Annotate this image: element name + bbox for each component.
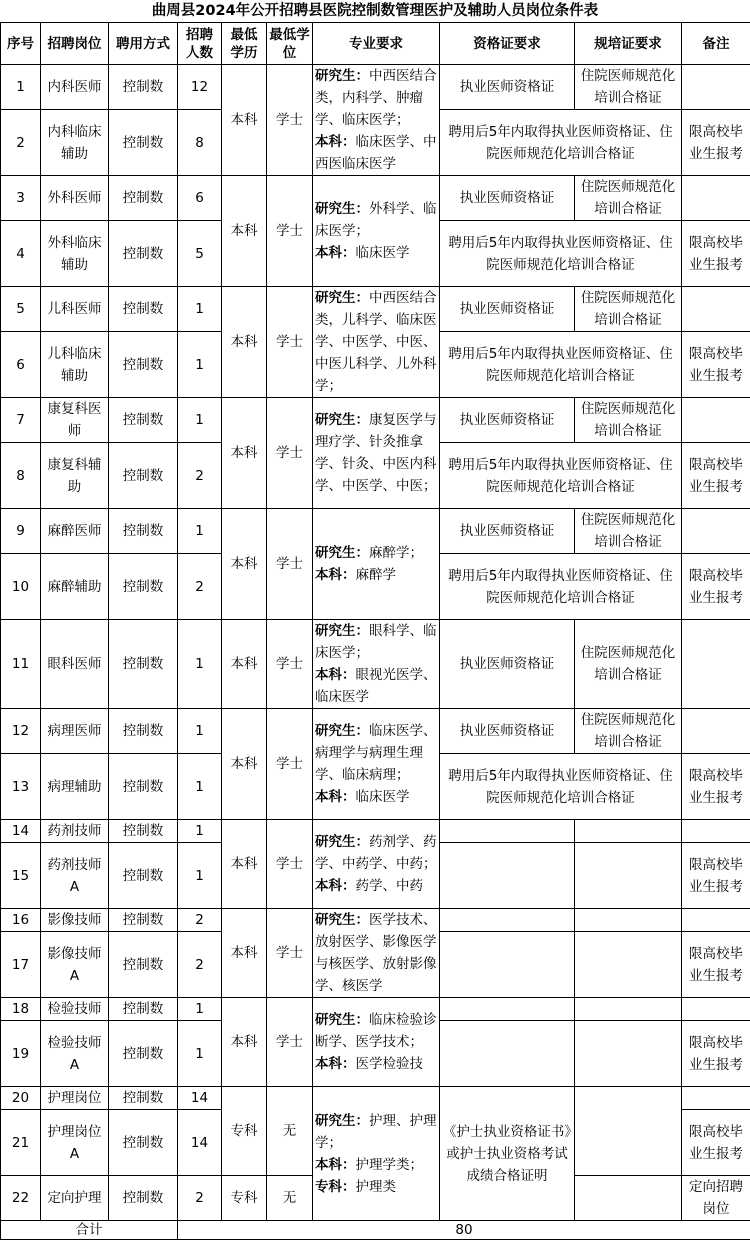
bach-label: 本科： [315,134,356,150]
cell-train [575,932,682,998]
cell-no: 7 [1,398,41,443]
cell-degree: 学士 [267,998,313,1087]
cell-cert: 执业医师资格证 [440,509,575,554]
cell-note: 限高校毕业生报考 [682,554,750,620]
cell-cert-train: 聘用后5年内取得执业医师资格证、住院医师规范化培训合格证 [440,754,682,820]
cell-post: 检验技师A [41,1021,109,1087]
cell-cert-train: 聘用后5年内取得执业医师资格证、住院医师规范化培训合格证 [440,221,682,287]
cell-degree: 学士 [267,176,313,287]
table-row [1,820,750,843]
cell-degree: 学士 [267,820,313,909]
cell-method: 控制数 [109,909,178,932]
cell-no: 20 [1,1087,41,1110]
cell-note [682,709,750,754]
cell-note [682,287,750,332]
cell-note: 限高校毕业生报考 [682,932,750,998]
header-degree: 最低学位 [267,23,313,65]
cell-degree: 学士 [267,398,313,509]
cell-count: 8 [178,110,222,176]
cell-major [313,65,440,176]
cell-note [682,65,750,110]
cell-train [575,998,682,1021]
cell-edu: 本科 [222,176,267,287]
cell-count: 1 [178,509,222,554]
cell-no: 15 [1,843,41,909]
cell-no: 3 [1,176,41,221]
cell-post: 外科临床辅助 [41,221,109,287]
major-bach: 药学、中药 [356,878,424,894]
cell-degree: 无 [267,1176,313,1221]
cell-note [682,909,750,932]
cell-method: 控制数 [109,998,178,1021]
cell-no: 18 [1,998,41,1021]
major-bach: 临床医学 [356,245,410,261]
cell-method: 控制数 [109,1087,178,1110]
cell-method: 控制数 [109,620,178,709]
bach-label: 本科： [315,1157,356,1173]
cell-no: 14 [1,820,41,843]
cell-post: 药剂技师 [41,820,109,843]
cell-major [313,620,440,709]
cell-note: 限高校毕业生报考 [682,443,750,509]
cell-edu: 本科 [222,398,267,509]
cell-train: 住院医师规范化培训合格证 [575,287,682,332]
cell-post: 眼科医师 [41,620,109,709]
cell-post: 儿科医师 [41,287,109,332]
cell-post: 药剂技师A [41,843,109,909]
cell-method: 控制数 [109,1110,178,1176]
header-edu: 最低学历 [222,23,267,65]
cell-count: 14 [178,1087,222,1110]
cell-degree: 学士 [267,65,313,176]
bach-label: 本科： [315,789,356,805]
cell-method: 控制数 [109,509,178,554]
cell-cert: 执业医师资格证 [440,287,575,332]
cell-note: 限高校毕业生报考 [682,1021,750,1087]
cell-cert: 执业医师资格证 [440,176,575,221]
major-bach: 护理学类； [356,1157,424,1173]
cell-method: 控制数 [109,221,178,287]
grad-label: 研究生： [315,201,369,217]
cell-count: 1 [178,1021,222,1087]
table-row [1,620,750,709]
cell-count: 1 [178,820,222,843]
cell-major [313,909,440,998]
cell-degree: 无 [267,1087,313,1176]
cell-no: 2 [1,110,41,176]
cell-edu: 本科 [222,65,267,176]
cell-count: 1 [178,998,222,1021]
cell-note [682,820,750,843]
header-post: 招聘岗位 [41,23,109,65]
header-note: 备注 [682,23,750,65]
cell-count: 6 [178,176,222,221]
cell-method: 控制数 [109,932,178,998]
cell-count: 12 [178,65,222,110]
cell-count: 2 [178,554,222,620]
major-grad: 临床医学、病理学与病理生理学、临床病理； [315,723,437,783]
cell-cert [440,932,575,998]
cell-post: 护理岗位A [41,1110,109,1176]
cell-edu: 本科 [222,998,267,1087]
cell-count: 2 [178,1176,222,1221]
cell-cert [440,843,575,909]
cell-edu: 本科 [222,287,267,398]
table-row [1,176,750,221]
cell-no: 4 [1,221,41,287]
cell-cert [440,909,575,932]
cell-method: 控制数 [109,554,178,620]
cell-post: 内科临床辅助 [41,110,109,176]
cell-train: 住院医师规范化培训合格证 [575,398,682,443]
cell-no: 12 [1,709,41,754]
cell-edu: 本科 [222,620,267,709]
total-value: 80 [178,1221,750,1240]
cell-post: 外科医师 [41,176,109,221]
cell-no: 8 [1,443,41,509]
cell-no: 22 [1,1176,41,1221]
cell-edu: 本科 [222,820,267,909]
cell-major [313,176,440,287]
major-college: 护理类 [356,1179,397,1195]
cell-cert: 《护士执业资格证书》或护士执业资格考试成绩合格证明 [440,1087,575,1221]
cell-no: 11 [1,620,41,709]
cell-note [682,998,750,1021]
major-grad: 药剂学、药学、中药学、中药； [315,834,437,872]
positions-table [0,22,750,1240]
cell-post: 儿科临床辅助 [41,332,109,398]
cell-cert: 执业医师资格证 [440,620,575,709]
cell-note: 限高校毕业生报考 [682,754,750,820]
header-row [1,23,750,65]
cell-degree: 学士 [267,909,313,998]
cell-train: 住院医师规范化培训合格证 [575,620,682,709]
cell-train [575,1087,682,1176]
cell-degree: 学士 [267,620,313,709]
cell-major [313,509,440,620]
bach-label: 本科： [315,667,356,683]
college-label: 专科： [315,1179,356,1195]
cell-no: 21 [1,1110,41,1176]
cell-no: 16 [1,909,41,932]
total-row [1,1221,750,1240]
cell-no: 19 [1,1021,41,1087]
grad-label: 研究生： [315,68,369,84]
cell-post: 影像技师 [41,909,109,932]
cell-note: 定向招聘岗位 [682,1176,750,1221]
cell-degree: 学士 [267,287,313,398]
grad-label: 研究生： [315,290,369,306]
grad-label: 研究生： [315,412,369,428]
cell-method: 控制数 [109,65,178,110]
cell-train: 住院医师规范化培训合格证 [575,65,682,110]
header-major: 专业要求 [313,23,440,65]
cell-post: 麻醉辅助 [41,554,109,620]
cell-major [313,398,440,509]
major-bach: 临床医学、中西医临床医学 [315,134,437,172]
cell-major [313,820,440,909]
cell-edu: 本科 [222,909,267,998]
cell-count: 1 [178,709,222,754]
cell-post: 康复科医师 [41,398,109,443]
cell-note [682,176,750,221]
cell-post: 病理辅助 [41,754,109,820]
cell-no: 10 [1,554,41,620]
cell-edu: 专科 [222,1087,267,1176]
cell-edu: 本科 [222,709,267,820]
grad-label: 研究生： [315,723,369,739]
cell-method: 控制数 [109,332,178,398]
header-count: 招聘人数 [178,23,222,65]
cell-method: 控制数 [109,110,178,176]
major-bach: 临床医学 [356,789,410,805]
cell-post: 麻醉医师 [41,509,109,554]
cell-cert: 执业医师资格证 [440,709,575,754]
major-grad: 医学技术、放射医学、影像医学与核医学、放射影像学、核医学 [315,912,437,994]
bach-label: 本科： [315,567,356,583]
cell-note: 限高校毕业生报考 [682,1110,750,1176]
cell-method: 控制数 [109,843,178,909]
cell-no: 1 [1,65,41,110]
cell-cert-train: 聘用后5年内取得执业医师资格证、住院医师规范化培训合格证 [440,332,682,398]
cell-method: 控制数 [109,398,178,443]
major-grad: 中西医结合类，内科学、肿瘤学、临床医学； [315,68,437,128]
cell-count: 1 [178,620,222,709]
cell-cert: 执业医师资格证 [440,65,575,110]
cell-note [682,620,750,709]
cell-count: 5 [178,221,222,287]
cell-count: 1 [178,843,222,909]
cell-post: 康复科辅助 [41,443,109,509]
cell-cert-train: 聘用后5年内取得执业医师资格证、住院医师规范化培训合格证 [440,110,682,176]
cell-cert [440,820,575,843]
cell-degree: 学士 [267,509,313,620]
cell-train [575,820,682,843]
cell-note: 限高校毕业生报考 [682,332,750,398]
cell-cert [440,998,575,1021]
cell-method: 控制数 [109,754,178,820]
cell-method: 控制数 [109,176,178,221]
cell-train: 住院医师规范化培训合格证 [575,509,682,554]
cell-train: 住院医师规范化培训合格证 [575,709,682,754]
cell-count: 14 [178,1110,222,1176]
cell-note: 限高校毕业生报考 [682,110,750,176]
major-grad: 康复医学与理疗学、针灸推拿学、针灸、中医内科学、中医学、中医； [315,412,437,494]
cell-method: 控制数 [109,709,178,754]
cell-method: 控制数 [109,287,178,332]
cell-edu: 本科 [222,509,267,620]
cell-no: 6 [1,332,41,398]
cell-degree: 学士 [267,709,313,820]
cell-train [575,843,682,909]
page-title: 曲周县2024年公开招聘县医院控制数管理医护及辅助人员岗位条件表 [0,0,750,22]
grad-label: 研究生： [315,912,369,928]
total-label: 合计 [1,1221,178,1240]
cell-major [313,287,440,398]
major-bach: 医学检验技 [356,1056,424,1072]
cell-method: 控制数 [109,820,178,843]
cell-post: 内科医师 [41,65,109,110]
cell-note [682,509,750,554]
cell-post: 检验技师 [41,998,109,1021]
cell-note [682,398,750,443]
cell-no: 9 [1,509,41,554]
grad-label: 研究生： [315,623,369,639]
major-grad: 护理、护理学； [315,1113,437,1151]
cell-note: 限高校毕业生报考 [682,221,750,287]
cell-note [682,1087,750,1110]
cell-count: 1 [178,332,222,398]
table-row [1,709,750,754]
grad-label: 研究生： [315,545,369,561]
cell-cert: 执业医师资格证 [440,398,575,443]
grad-label: 研究生： [315,1012,369,1028]
header-train: 规培证要求 [575,23,682,65]
cell-method: 控制数 [109,1176,178,1221]
bach-label: 本科： [315,1056,356,1072]
cell-no: 17 [1,932,41,998]
grad-label: 研究生： [315,834,369,850]
table-row [1,65,750,110]
cell-train [575,1176,682,1221]
table-row [1,998,750,1021]
cell-major [313,998,440,1087]
cell-post: 影像技师A [41,932,109,998]
cell-count: 1 [178,398,222,443]
header-cert: 资格证要求 [440,23,575,65]
major-grad: 中西医结合类，儿科学、临床医学、中医学、中医、中医儿科学、儿外科学； [315,290,437,394]
header-method: 聘用方式 [109,23,178,65]
cell-cert-train: 聘用后5年内取得执业医师资格证、住院医师规范化培训合格证 [440,443,682,509]
cell-train [575,909,682,932]
header-no: 序号 [1,23,41,65]
cell-post: 病理医师 [41,709,109,754]
cell-count: 2 [178,443,222,509]
table-row [1,398,750,443]
cell-edu: 专科 [222,1176,267,1221]
cell-train [575,1021,682,1087]
major-grad: 麻醉学； [369,545,423,561]
cell-cert [440,1021,575,1087]
cell-no: 5 [1,287,41,332]
cell-note: 限高校毕业生报考 [682,843,750,909]
major-grad: 临床检验诊断学、医学技术； [315,1012,437,1050]
cell-count: 2 [178,932,222,998]
table-row [1,509,750,554]
cell-count: 2 [178,909,222,932]
major-grad: 眼科学、临床医学； [315,623,437,661]
cell-count: 1 [178,754,222,820]
bach-label: 本科： [315,878,356,894]
major-grad: 外科学、临床医学； [315,201,437,239]
cell-count: 1 [178,287,222,332]
table-row [1,909,750,932]
cell-major [313,1087,440,1221]
table-row [1,1087,750,1110]
major-bach: 麻醉学 [356,567,397,583]
table-row [1,287,750,332]
bach-label: 本科： [315,245,356,261]
cell-method: 控制数 [109,1021,178,1087]
cell-cert-train: 聘用后5年内取得执业医师资格证、住院医师规范化培训合格证 [440,554,682,620]
cell-post: 护理岗位 [41,1087,109,1110]
cell-train: 住院医师规范化培训合格证 [575,176,682,221]
cell-major [313,709,440,820]
grad-label: 研究生： [315,1113,369,1129]
major-bach: 眼视光医学、临床医学 [315,667,437,705]
cell-post: 定向护理 [41,1176,109,1221]
cell-no: 13 [1,754,41,820]
cell-method: 控制数 [109,443,178,509]
